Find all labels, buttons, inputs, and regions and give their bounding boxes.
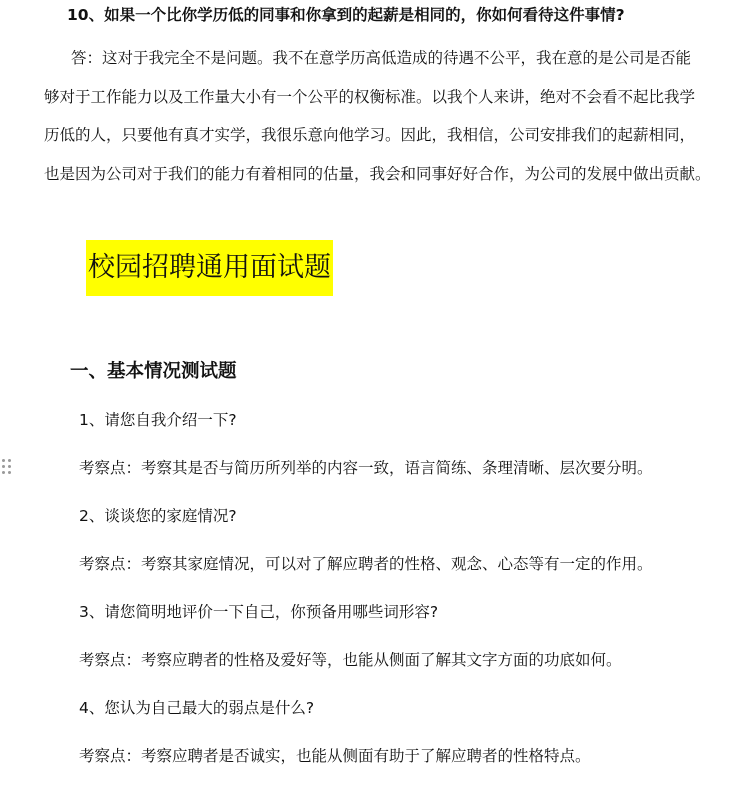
question-item: 2、谈谈您的家庭情况? — [79, 507, 237, 525]
question-item: 4、您认为自己最大的弱点是什么? — [79, 699, 315, 717]
section-title: 一、基本情况测试题 — [70, 361, 237, 382]
answer-line: 历低的人，只要他有真才实学，我很乐意向他学习。因此，我相信，公司安排我们的起薪相同， — [44, 126, 696, 144]
drag-handle-dot — [2, 471, 5, 474]
question-10-title: 10、如果一个比你学历低的同事和你拿到的起薪是相同的，你如何看待这件事情? — [67, 6, 625, 24]
question-item: 3、请您简明地评价一下自己，你预备用哪些词形容? — [79, 603, 439, 621]
answer-line: 也是因为公司对于我们的能力有着相同的估量，我会和同事好好合作，为公司的发展中做出贡献。 — [44, 164, 711, 183]
highlighted-heading: 校园招聘通用面试题 — [86, 240, 333, 296]
exam-point-item: 考察点：考察应聘者是否诚实，也能从侧面有助于了解应聘者的性格特点。 — [79, 747, 591, 765]
drag-handle-icon[interactable] — [2, 459, 11, 475]
exam-point-item: 考察点：考察应聘者的性格及爱好等，也能从侧面了解其文字方面的功底如何。 — [79, 651, 622, 669]
answer-line: 答：这对于我完全不是问题。我不在意学历高低造成的待遇不公平，我在意的是公司是否能 — [71, 49, 692, 67]
drag-handle-dot — [2, 465, 5, 468]
drag-handle-dot — [2, 459, 5, 462]
exam-point-item: 考察点：考察其是否与简历所列举的内容一致，语言简练、条理清晰、层次要分明。 — [79, 459, 653, 477]
question-item: 1、请您自我介绍一下? — [79, 411, 237, 429]
exam-point-item: 考察点：考察其家庭情况，可以对了解应聘者的性格、观念、心态等有一定的作用。 — [79, 555, 653, 573]
drag-handle-dot — [8, 459, 11, 462]
drag-handle-dot — [8, 471, 11, 474]
drag-handle-dot — [8, 465, 11, 468]
answer-line: 够对于工作能力以及工作量大小有一个公平的权衡标准。以我个人来讲，绝对不会看不起比我学 — [44, 87, 696, 106]
question-10-answer — [44, 39, 724, 193]
